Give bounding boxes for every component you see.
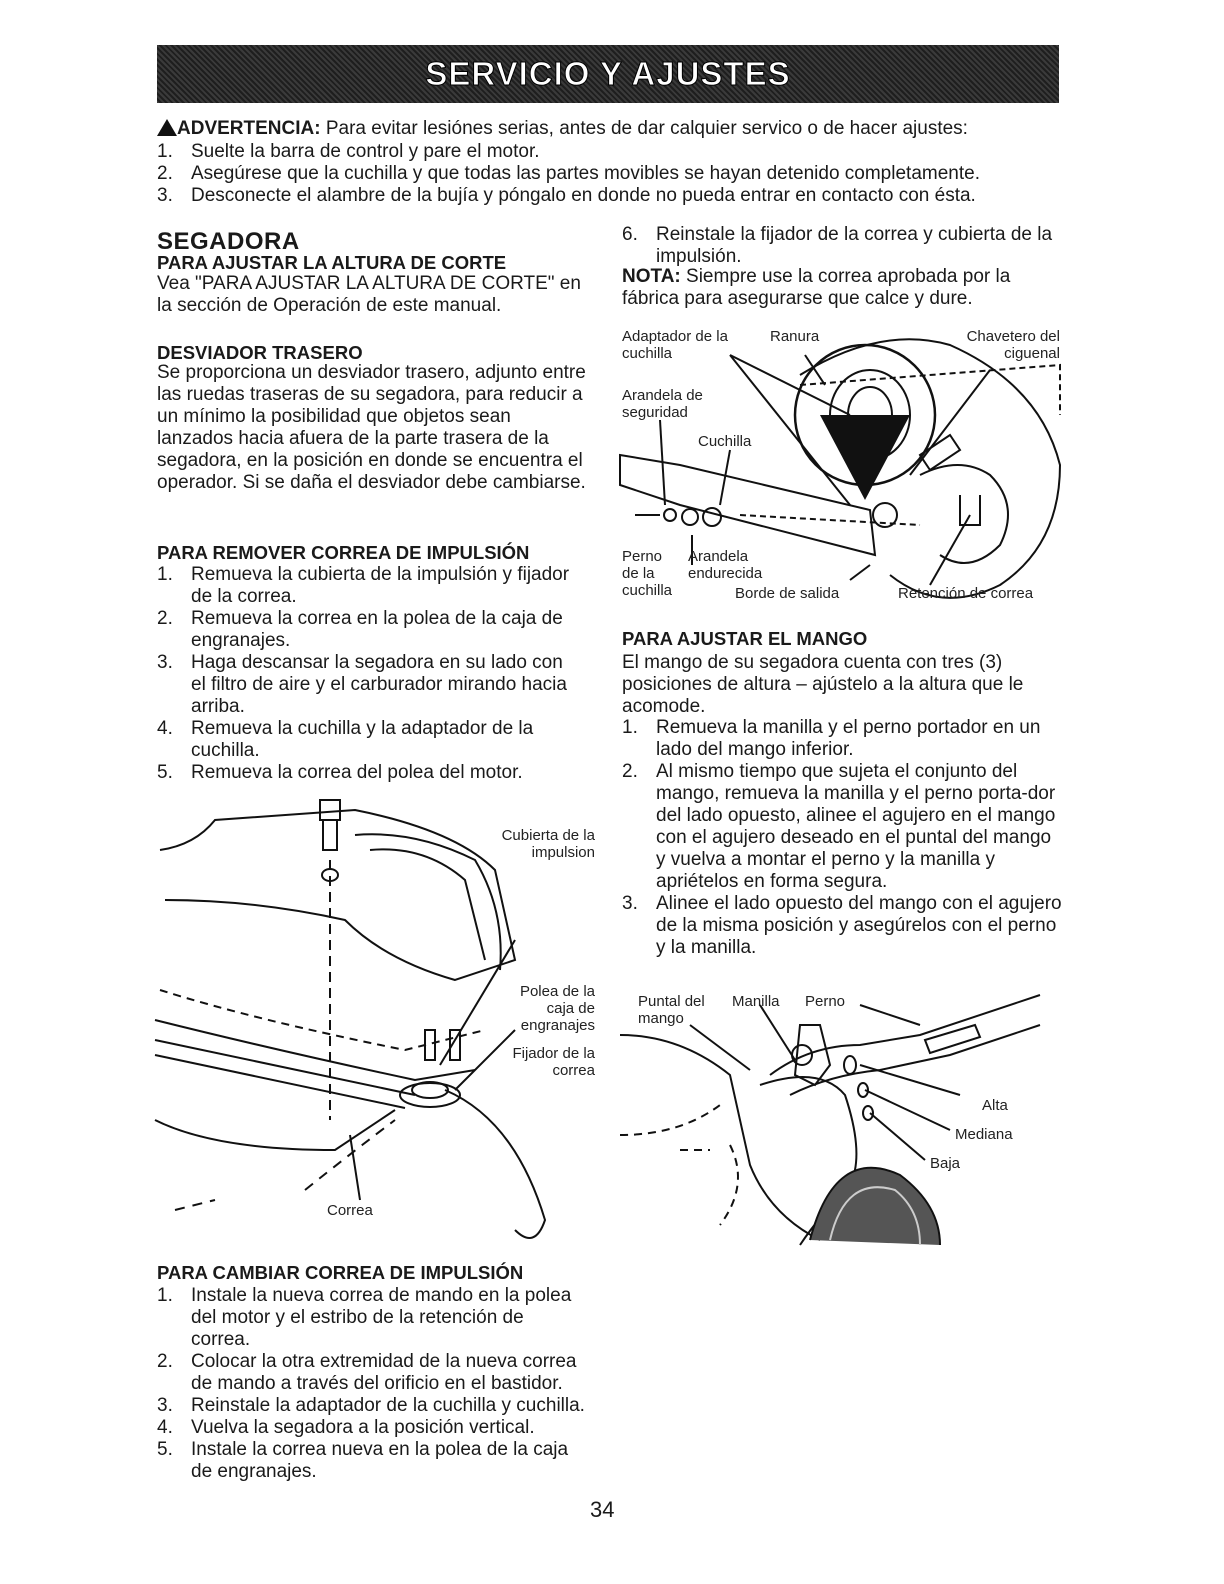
list-item: 3. Alinee el lado opuesto del mango con el agujero de la misma posición y asegúrelos con el perno y la manilla. (622, 893, 1062, 958)
label-blade: Cuchilla (698, 433, 752, 450)
warning-block (157, 118, 1057, 207)
list-item: 2. Remueva la correa en la polea de la caja de engranajes. (157, 608, 563, 651)
note-label: NOTA: (622, 266, 681, 287)
paragraph-deflector: Se proporciona un desviador trasero, adjunto entre las ruedas traseras de su segadora, para reducir a un mínimo la posibilidad que objetos sean lanzados hacia afuera de la parte trasera de la segadora, en la posición en donde se encuentra el operador. Si se daña el desviador debe cambiarse. (157, 362, 586, 493)
label-blade-bolt: Perno de la cuchilla (622, 548, 673, 599)
list-item: 3. Haga descansar la segadora en su lado con el filtro de aire y el carburador mirando hacia arriba. (157, 652, 567, 717)
drive-belt-figure (155, 790, 595, 1250)
note-text: Siempre use la correa aprobada por la fábrica para asegurarse que calce y dure. (622, 266, 1011, 309)
list-item: 5. Remueva la correa del polea del motor. (157, 762, 523, 783)
note-block (622, 266, 1062, 310)
section-banner (157, 45, 1059, 103)
heading-handle: PARA AJUSTAR EL MANGO (622, 628, 868, 649)
heading-cut-height: PARA AJUSTAR LA ALTURA DE CORTE (157, 252, 507, 273)
label-belt-keeper: Fijador de la correa (512, 1045, 595, 1079)
blade-figure (620, 325, 1065, 615)
label-low: Baja (930, 1155, 961, 1172)
banner-title: SERVICIO Y AJUSTES (425, 55, 791, 92)
blade-illustration (620, 325, 1065, 615)
list-item: 1. Remueva la cubierta de la impulsión y fijador de la correa. (157, 564, 570, 607)
paragraph-cut-height: Vea "PARA AJUSTAR LA ALTURA DE CORTE" en la sección de Operación de este manual. (157, 273, 581, 316)
label-medium: Mediana (955, 1126, 1013, 1143)
list-item: 1. Remueva la manilla y el perno portador en un lado del mango inferior. (622, 717, 1041, 760)
label-drive-cover: Cubierta de la impulsion (501, 827, 595, 861)
remove-belt-list (157, 564, 577, 784)
list-item: 4. Vuelva la segadora a la posición vertical. (157, 1417, 535, 1438)
list-item: 5. Instale la correa nueva en la polea de la caja de engranajes. (157, 1439, 569, 1482)
warning-triangle-icon (157, 119, 177, 136)
list-item: 4. Remueva la cuchilla y la adaptador de la cuchilla. (157, 718, 534, 761)
list-item: 2. Colocar la otra extremidad de la nueva correa de mando a través del orificio en el bastidor. (157, 1351, 577, 1394)
step6-list (622, 224, 1062, 268)
label-crankshaft-keyway: Chavetero del ciguenal (966, 328, 1060, 362)
label-lock-washer: Arandela de seguridad (622, 387, 703, 421)
warning-label: ADVERTENCIA: (177, 118, 321, 139)
change-belt-list (157, 1285, 587, 1483)
label-handle-strut: Puntal del mango (638, 993, 705, 1027)
warning-list (157, 141, 1057, 207)
list-item: 1. Suelte la barra de control y pare el motor. (157, 141, 540, 162)
label-sail: Borde de salida (735, 585, 840, 602)
list-item: 3. Desconecte el alambre de la bujía y póngalo en donde no pueda entrar en contacto con ésta. (157, 185, 976, 206)
list-item: 2. Al mismo tiempo que sujeta el conjunto del mango, remueva la manilla y el perno porta-dor del lado opuesto, alinee el agujero en el mango con el agujero deseado en el puntal del mango y vuelva a montar el perno y la manilla y apriételos en forma segura. (622, 761, 1056, 892)
paragraph-handle: El mango de su segadora cuenta con tres (3) posiciones de altura – ajústelo a la altura que le acomode. (622, 652, 1024, 717)
page-number: 34 (590, 1497, 615, 1522)
list-item: 2. Asegúrese que la cuchilla y que todas las partes movibles se hayan detenido completamente. (157, 163, 980, 184)
label-blade-adapter: Adaptador de la cuchilla (622, 328, 728, 362)
label-belt-retention: Retención de correa (898, 585, 1034, 602)
label-high: Alta (982, 1097, 1008, 1114)
handle-list (622, 717, 1062, 959)
heading-change-belt: PARA CAMBIAR CORREA DE IMPULSIÓN (157, 1262, 524, 1283)
label-gearbox-pulley: Polea de la caja de engranajes (519, 983, 595, 1034)
label-belt: Correa (327, 1202, 373, 1219)
list-item: 3. Reinstale la adaptador de la cuchilla y cuchilla. (157, 1395, 585, 1416)
label-knob: Manilla (732, 993, 780, 1010)
list-item: 1. Instale la nueva correa de mando en la polea del motor y el estribo de la retención de correa. (157, 1285, 572, 1350)
label-hardened-washer: Arandela endurecida (688, 548, 763, 582)
section-title: SEGADORA (157, 228, 300, 255)
handle-figure (620, 985, 1040, 1245)
list-item: 6. Reinstale la fijador de la correa y cubierta de la impulsión. (622, 224, 1053, 267)
heading-deflector: DESVIADOR TRASERO (157, 342, 363, 363)
label-bolt: Perno (805, 993, 846, 1010)
warning-text: Para evitar lesiónes serias, antes de dar calquier servico o de hacer ajustes: (325, 118, 968, 139)
label-slot: Ranura (770, 328, 820, 345)
heading-remove-belt: PARA REMOVER CORREA DE IMPULSIÓN (157, 542, 530, 563)
